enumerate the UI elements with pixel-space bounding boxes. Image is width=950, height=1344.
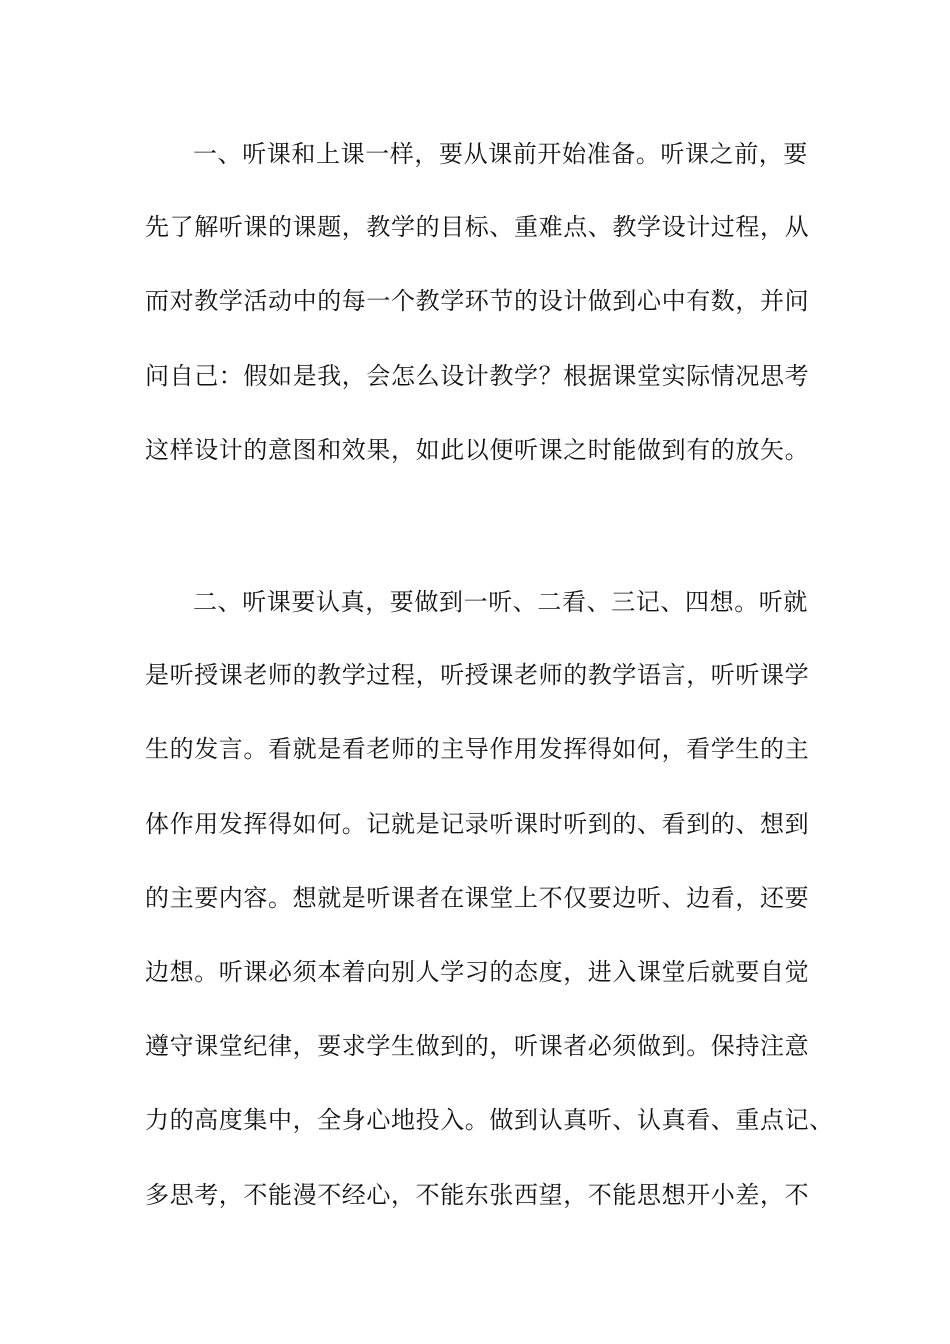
paragraph-line: 是听授课老师的教学过程，听授课老师的教学语言，听听课学 [145, 661, 810, 689]
paragraph-line: 遵守课堂纪律，要求学生做到的，听课者必须做到。保持注意 [145, 1032, 810, 1060]
paragraph-line: 生的发言。看就是看老师的主导作用发挥得如何，看学生的主 [145, 735, 810, 763]
paragraph-line: 边想。听课必须本着向别人学习的态度，进入课堂后就要自觉 [145, 958, 810, 986]
paragraph-line: 二、听课要认真，要做到一听、二看、三记、四想。听就 [193, 588, 808, 616]
paragraph-line: 问自己：假如是我，会怎么设计教学？根据课堂实际情况思考 [145, 362, 810, 390]
paragraph-line: 力的高度集中，全身心地投入。做到认真听、认真看、重点记、 [145, 1106, 834, 1134]
paragraph-line: 这样设计的意图和效果，如此以便听课之时能做到有的放矢。 [145, 436, 810, 464]
paragraph-line: 先了解听课的课题，教学的目标、重难点、教学设计过程，从 [145, 213, 810, 241]
paragraph-line: 的主要内容。想就是听课者在课堂上不仅要边听、边看，还要 [145, 884, 810, 912]
paragraph-line: 体作用发挥得如何。记就是记录听课时听到的、看到的、想到 [145, 810, 810, 838]
paragraph-line: 一、听课和上课一样，要从课前开始准备。听课之前，要 [193, 140, 808, 168]
paragraph-line: 而对教学活动中的每一个教学环节的设计做到心中有数，并问 [145, 287, 810, 315]
paragraph-line: 多思考，不能漫不经心，不能东张西望，不能思想开小差，不 [145, 1181, 810, 1209]
